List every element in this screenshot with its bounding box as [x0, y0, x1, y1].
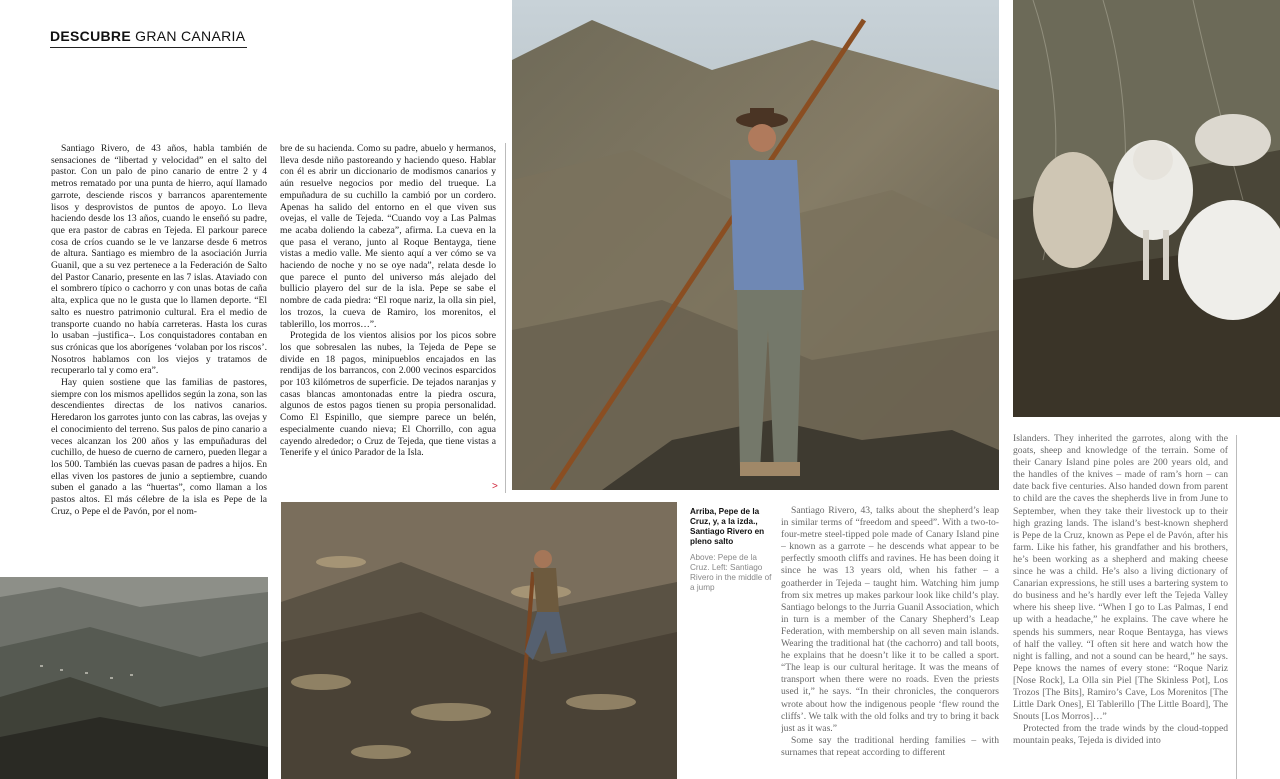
- article-column-es-1: [51, 143, 267, 573]
- paragraph: Hay quien sostiene que las familias de pastores, siempre con los mismos apellidos según la zona, son las descendientes directas de los nativos canarios. Heredaron los garrotes junto con las cabras, las ovejas y el conocimiento del terreno. Sus palos de pino canario a veces alcanzan los 200 años y las empuñaduras del cuchillo, de hueso de cuerno de carnero, pueden llegar a los 500. También las cuevas pasan de padres a hijos. En ellas viven los pastores de junio a septiembre, cuando suben el ganado a las “huertas”, como llaman a los pastos altos. El más célebre de la isla es Pepe de la Cruz, o Pepe el de Pavón, por el nom-: [51, 377, 267, 517]
- paragraph: Protegida de los vientos alisios por los picos sobre los que sobresalen las nubes, la Tejeda de Pepe se divide en 18 pagos, minipueblos encajados en las rendijas de los barrancos, con 2.000 vecinos esparcidos por 103 kilómetros de superficie. De tejados naranjas y casas blancas amontonadas entre la piedra oscura, algunos de estos pagos tienen su propia personalidad. Como El Espinillo, que siempre parece un belén, especialmente cuando nieva; El Chorrillo, con agua cayendo alrededor; o Cruz de Tejeda, que tiene vistas a Tenerife y el único Parador de la Isla.: [280, 330, 496, 459]
- paragraph: Some say the traditional herding families – with surnames that repeat according to different: [781, 734, 999, 758]
- paragraph: Islanders. They inherited the garrotes, along with the goats, sheep and knowledge of the terrain. Some of their Canary Island pine poles are 200 years old, and the handles of the knives – made of ram’s horn – can date back five centuries. Also handed down from parent to child are the caves the shepherds live in from June to September, when they take their livestock up to their high grazing lands. The island’s best-known shepherd is Pepe de la Cruz, known as Pepe el de Pavón, after his farm. Like his father, his grandfather and his brothers, he’s been working as a shepherd and making cheese since he was a child. He’s also a living dictionary of Canarian expressions, he still uses a bartering system to do business and he’s hardly ever left the Tejeda Valley where his sheep live. “When I go to Las Palmas, I end up with a headache,” he explains. The cave where he spends his summers, near Roque Bentayga, has views of half the valley. “I often sit here and watch how the night is falling, and not a sound can be heard,” he says. Pepe knows the names of every stone: “Roque Nariz [Nose Rock], La Olla sin Piel [The Skinless Pot], Los Trozos [The Bits], Ramiro’s Cave, Los Morenitos [The Little Dark Ones], El Tablerillo [The Little Board], The Snouts [Los Morros]…”: [1013, 433, 1228, 723]
- paragraph: Santiago Rivero, de 43 años, habla también de sensaciones de “libertad y velocidad” en el salto del pastor. Con un palo de pino canario de entre 2 y 4 metros rematado por una punta de hierro, aquí llamado garrote, desciende riscos y barrancos aparentemente lisos y desprovistos de puntos de apoyo. Lo lleva haciendo desde los 13 años, cuando le enseñó su padre, que era pastor de cabras en Tejeda. El parkour parece cosa de críos cuando se le ve lanzarse desde 6 metros de altura. Santiago es miembro de la asociación Jurria Guanil, que a su vez pertenece a la Federación de Salto del Pastor Canario, presente en las 7 islas. Ataviado con el sombrero típico o cachorro y con unas botas de caña alta, explica que no le gusta que lo llamen deporte. “El salto es nuestro patrimonio cultural. Era el medio de transporte cuando no había carreteras. Hasta los curas lo usaban –justifica–. Los conquistadores contaban en sus crónicas que los aborígenes ‘volaban por los riscos’. Nosotros hablamos con los viejos y tratamos de recuperarlo tal y como era”.: [51, 143, 267, 377]
- continue-arrow-icon: >: [492, 481, 498, 492]
- article-column-es-2: [280, 143, 496, 495]
- photo-sheep-flock: [1013, 0, 1280, 417]
- paragraph: Protected from the trade winds by the cloud-topped mountain peaks, Tejeda is divided into: [1013, 723, 1228, 747]
- paragraph: Santiago Rivero, 43, talks about the shepherd’s leap in similar terms of “freedom and speed”. With a two-to-four-metre steel-tipped pole made of Canary Island pine – known as a garrote – he descends what appear to be perfectly smooth cliffs and ravines. He has been doing it since he was 13 years old, when his father – a goatherder in Tejeda – taught him. Watching him jump from six metres up makes parkour look like child’s play. Santiago belongs to the Jurria Guanil Association, which in turn is a member of the Canary Shepherd’s Leap Federation, with membership on all seven main islands. Wearing the traditional hat (the cachorro) and tall boots, he explains that he doesn’t like it to be called a sport. “The leap is our cultural heritage. It was the means of transport when there were no roads. Even the priests used it,” he says. “In their chronicles, the conquerors wrote about how the indigenous people ‘flew round the cliffs’. We talk with the old folks and try to bring it back just as it was.”: [781, 505, 999, 734]
- section-header: [50, 28, 247, 48]
- column-divider: [505, 143, 506, 493]
- caption-english: Above: Pepe de la Cruz. Left: Santiago Rivero in the middle of a jump: [690, 553, 772, 592]
- header-light: GRAN CANARIA: [135, 28, 246, 44]
- photo-shepherd-mountain: [512, 0, 999, 490]
- photo-valley-landscape: [0, 577, 268, 779]
- caption-spanish: Arriba, Pepe de la Cruz, y, a la izda., Santiago Rivero en pleno salto: [690, 507, 765, 546]
- article-column-en-2: [1013, 433, 1228, 779]
- photo-caption: [690, 507, 774, 593]
- header-bold: DESCUBRE: [50, 28, 131, 44]
- paragraph: bre de su hacienda. Como su padre, abuelo y hermanos, lleva desde niño pastoreando y haciendo queso. Hablar con él es abrir un diccionario de modismos canarios y aún resuelve negocios por medio del trueque. La empuñadura de su cuchillo la cambió por un cordero. Apenas ha salido del entorno en el que viven sus ovejas, el valle de Tejeda. “Cuando voy a Las Palmas me acaba doliendo la cabeza”, afirma. La cueva en la que pasa el verano, junto al Roque Bentayga, tiene vistas a medio valle. Me siento aquí a ver cómo se va haciendo de noche y no se oye nada”, relata desde lo que parece el punto del universo más alejado del bullicio playero del sur de la isla. Pepe se sabe el nombre de cada piedra: “El roque nariz, la olla sin piel, los trozos, la cueva de Ramiro, los morenitos, el tablerillo, los morros…”.: [280, 143, 496, 330]
- photo-shepherd-jump: [281, 502, 677, 779]
- column-divider: [1236, 435, 1237, 779]
- article-column-en-1: [781, 505, 999, 779]
